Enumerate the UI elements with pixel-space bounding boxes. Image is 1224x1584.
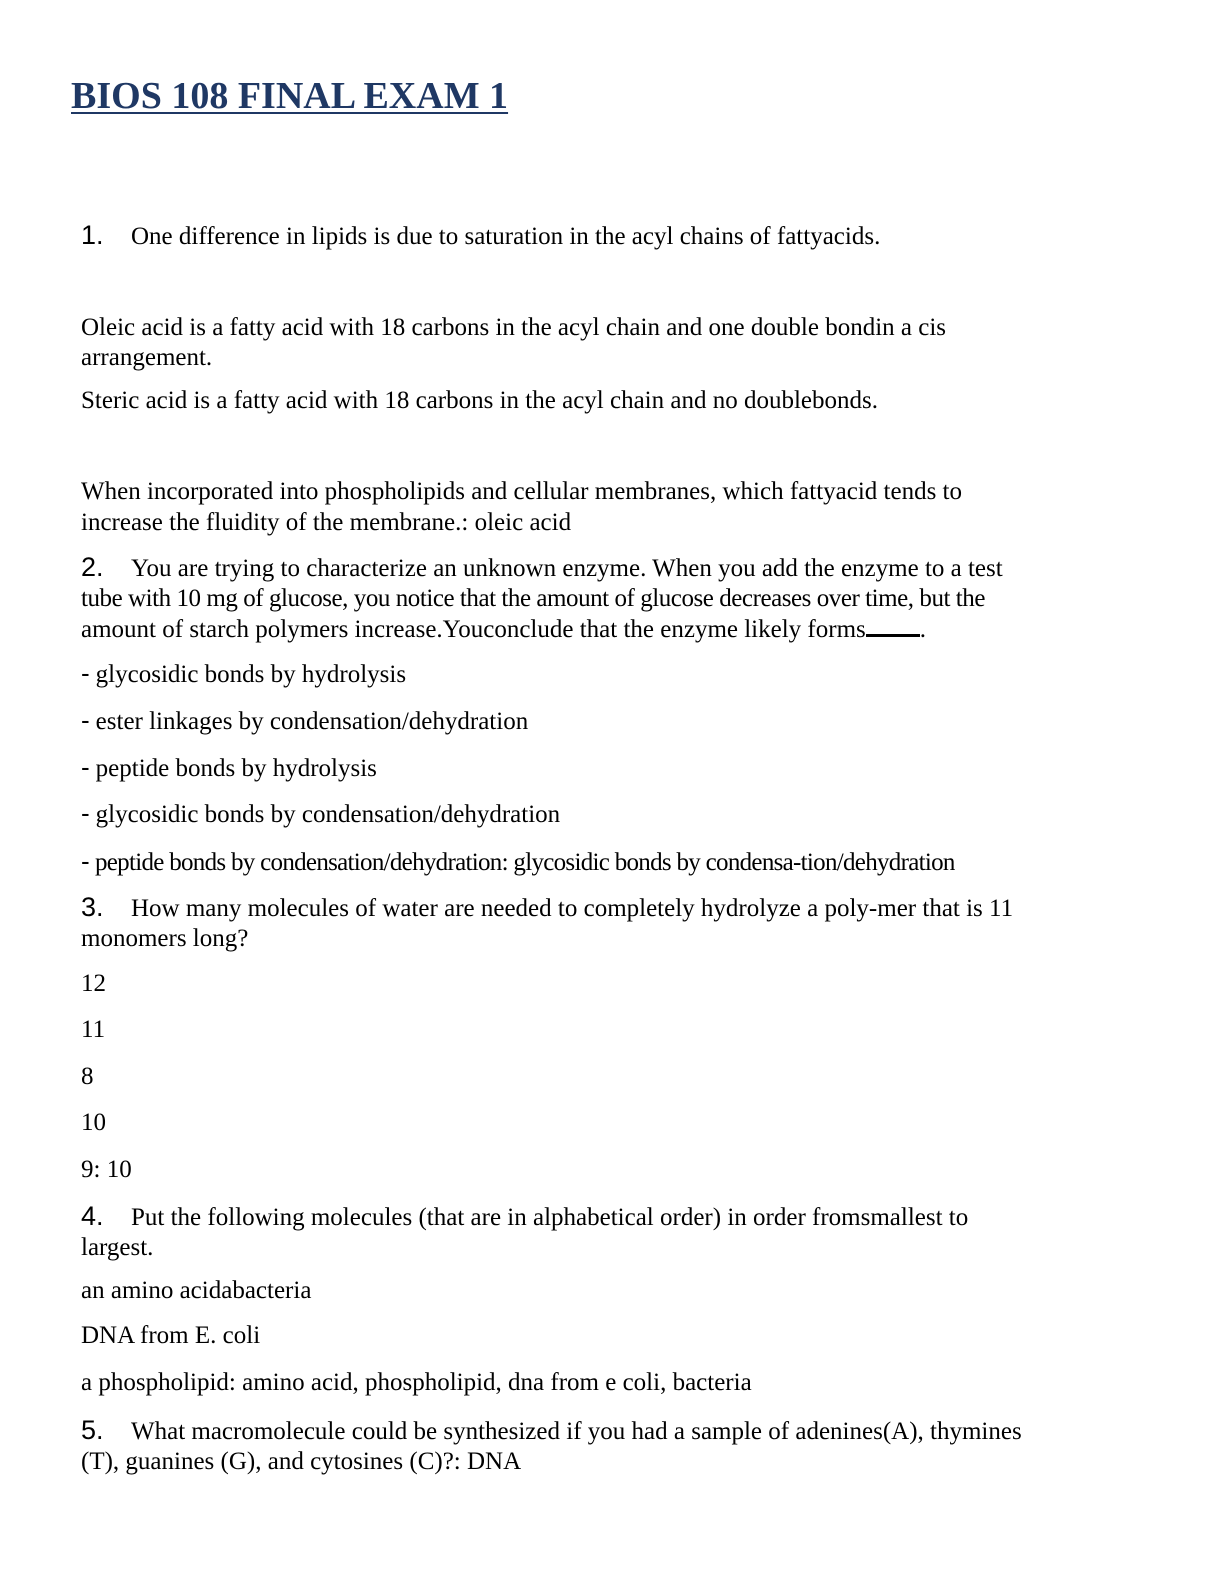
option-item: 11 [81,1016,106,1043]
question-number: 4. [81,1201,104,1231]
option-item [81,752,377,784]
paragraph: arrangement. [81,344,213,371]
list-item: an amino acidabacteria [81,1277,312,1304]
question-text: Put the following molecules (that are in alphabetical order) in order fromsmallest to [131,1204,969,1231]
question-text: You are trying to characterize an unknown enzyme. When you add the enzyme to a test [131,555,1003,582]
dash-bullet: - [81,846,89,876]
option-item [81,658,406,690]
paragraph: When incorporated into phospholipids and cellular membranes, which fattyacid tends to [81,478,963,505]
question-text: largest. [81,1234,154,1261]
question-text: What macromolecule could be synthesized if you had a sample of adenines(A), thymines [131,1418,1022,1445]
option-text: glycosidic bonds by condensation/dehydration [95,801,561,828]
option-item: 8 [81,1063,94,1090]
dash-bullet: - [81,658,90,688]
answer-text: increase the fluidity of the membrane.: oleic acid [81,509,572,536]
question-text: monomers long? [81,925,249,952]
option-text: ester linkages by condensation/dehydration [95,708,529,735]
question-text: amount of starch polymers increase.Youconclude that the enzyme likely forms [81,616,866,643]
paragraph: Steric acid is a fatty acid with 18 carbons in the acyl chain and no doublebonds. [81,387,878,414]
option-text: glycosidic bonds by hydrolysis [95,661,407,688]
question-text: How many molecules of water are needed to completely hydrolyze a poly-mer that is 11 [131,895,1014,922]
question-number: 5. [81,1415,104,1445]
question-text: One difference in lipids is due to saturation in the acyl chains of fattyacids. [131,223,881,250]
question-1 [81,220,880,252]
question-text: tube with 10 mg of glucose, you notice that the amount of glucose decreases over time, but the [81,585,985,612]
option-item [81,846,955,878]
option-item [81,798,560,830]
option-item: 10 [81,1109,106,1136]
answer-blank [866,633,920,637]
list-item: DNA from E. coli [81,1322,261,1349]
option-text: peptide bonds by hydrolysis [95,755,377,782]
dash-bullet: - [81,705,90,735]
option-item: 12 [81,970,106,997]
page-title: BIOS 108 FINAL EXAM 1 [71,75,509,117]
question-number: 2. [81,552,104,582]
option-text: peptide bonds by condensation/dehydration: glycosidic bonds by condensa-tion/dehydration [94,849,955,876]
paragraph: Oleic acid is a fatty acid with 18 carbons in the acyl chain and one double bondin a cis [81,314,947,341]
dash-bullet: - [81,798,90,828]
option-item [81,705,528,737]
question-2 [81,552,1003,584]
dash-bullet: - [81,752,90,782]
question-text: (T), guanines (G), and cytosines (C)?: DNA [81,1448,522,1475]
question-number: 1. [81,220,104,250]
question-3 [81,892,1013,924]
question-5 [81,1415,1022,1447]
option-item: 9: 10 [81,1156,132,1183]
period: . [919,616,926,643]
question-number: 3. [81,892,104,922]
list-item: a phospholipid: amino acid, phospholipid, dna from e coli, bacteria [81,1369,752,1396]
question-4 [81,1201,968,1233]
question-text-with-blank [81,614,926,645]
